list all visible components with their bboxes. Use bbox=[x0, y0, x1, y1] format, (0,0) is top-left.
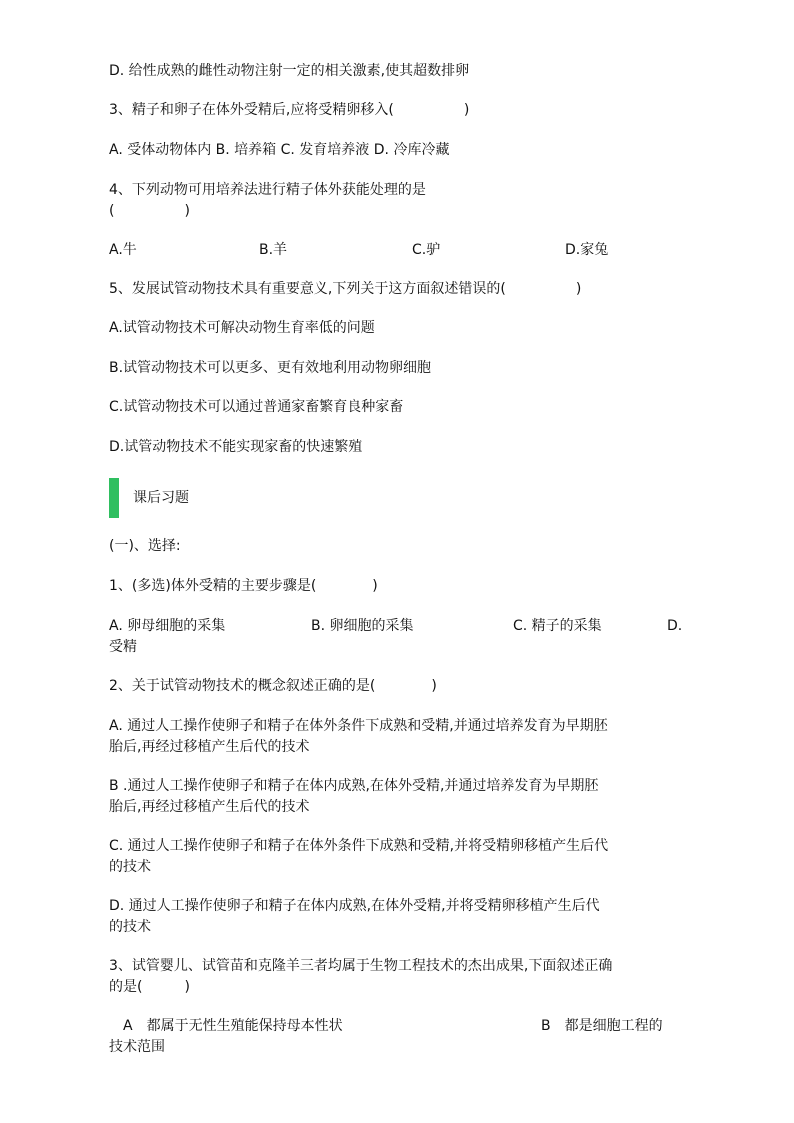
after-q2-option-d-line-1: D. 通过人工操作使卵子和精子在体内成熟,在体外受精,并将受精卵移植产生后代 bbox=[109, 898, 600, 914]
q5-option-a: A.试管动物技术可解决动物生育率低的问题 bbox=[109, 320, 375, 336]
after-q3-options bbox=[109, 1016, 687, 1036]
after-q1-option-a: A. 卵母细胞的采集 bbox=[109, 618, 226, 634]
after-question-3-line-2: 的是( ) bbox=[109, 979, 190, 995]
section-title: 课后习题 bbox=[133, 490, 189, 506]
after-q2-option-c-line-2: 的技术 bbox=[109, 859, 151, 875]
after-q3-option-b-continued: 技术范围 bbox=[109, 1039, 165, 1055]
q5-option-d: D.试管动物技术不能实现家畜的快速繁殖 bbox=[109, 439, 363, 455]
after-q1-option-b: B. 卵细胞的采集 bbox=[311, 618, 414, 634]
after-q2-option-a-line-1: A. 通过人工操作使卵子和精子在体外条件下成熟和受精,并通过培养发育为早期胚 bbox=[109, 718, 608, 734]
choice-heading: (一)、选择: bbox=[109, 538, 181, 554]
question-5: 5、发展试管动物技术具有重要意义,下列关于这方面叙述错误的( ) bbox=[109, 281, 582, 297]
after-q2-option-b-line-1: B .通过人工操作使卵子和精子在体内成熟,在体外受精,并通过培养发育为早期胚 bbox=[109, 778, 599, 794]
after-q1-option-c: C. 精子的采集 bbox=[513, 618, 602, 634]
question-4-line-2: ( ) bbox=[109, 203, 190, 219]
after-q2-option-a-line-2: 胎后,再经过移植产生后代的技术 bbox=[109, 739, 310, 755]
question-3: 3、精子和卵子在体外受精后,应将受精卵移入( ) bbox=[109, 102, 470, 118]
after-q2-option-d-line-2: 的技术 bbox=[109, 919, 151, 935]
question-4-line-1: 4、下列动物可用培养法进行精子体外获能处理的是 bbox=[109, 182, 426, 198]
q4-option-a: A.牛 bbox=[109, 242, 137, 258]
after-question-2: 2、关于试管动物技术的概念叙述正确的是( ) bbox=[109, 678, 437, 694]
after-question-3-line-1: 3、试管婴儿、试管苗和克隆羊三者均属于生物工程技术的杰出成果,下面叙述正确 bbox=[109, 958, 613, 974]
q5-option-b: B.试管动物技术可以更多、更有效地利用动物卵细胞 bbox=[109, 360, 432, 376]
q2-option-d: D. 给性成熟的雌性动物注射一定的相关激素,使其超数排卵 bbox=[109, 63, 470, 79]
section-accent-bar bbox=[109, 478, 119, 518]
after-q3-option-a: A 都属于无性生殖能保持母本性状 bbox=[123, 1018, 343, 1034]
after-q2-option-b-line-2: 胎后,再经过移植产生后代的技术 bbox=[109, 799, 310, 815]
q4-option-d: D.家兔 bbox=[565, 242, 609, 258]
after-q2-option-c-line-1: C. 通过人工操作使卵子和精子在体外条件下成熟和受精,并将受精卵移植产生后代 bbox=[109, 838, 609, 854]
after-q3-option-b: B 都是细胞工程的 bbox=[541, 1018, 663, 1034]
after-question-1: 1、(多选)体外受精的主要步骤是( ) bbox=[109, 578, 378, 594]
after-q1-option-d-label: D. bbox=[667, 618, 683, 634]
q4-option-c: C.驴 bbox=[412, 242, 441, 258]
q4-option-b: B.羊 bbox=[259, 242, 288, 258]
q5-option-c: C.试管动物技术可以通过普通家畜繁育良种家畜 bbox=[109, 399, 404, 415]
after-q1-options bbox=[109, 616, 687, 636]
after-q1-option-d-text: 受精 bbox=[109, 639, 137, 655]
question-3-options: A. 受体动物体内 B. 培养箱 C. 发育培养液 D. 冷库冷藏 bbox=[109, 142, 450, 158]
question-4-options bbox=[109, 240, 687, 260]
